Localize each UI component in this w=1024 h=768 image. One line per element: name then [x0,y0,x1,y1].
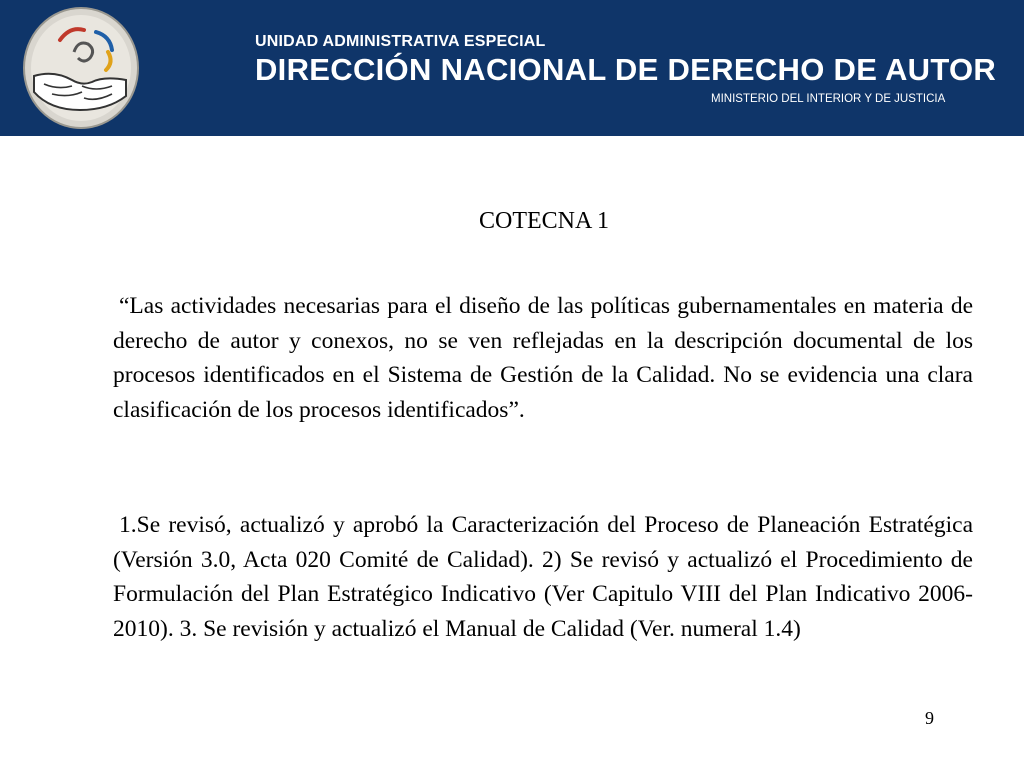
header-banner [0,0,1024,136]
header-title: DIRECCIÓN NACIONAL DE DERECHO DE AUTOR [255,52,997,87]
hands-spiral-logo-icon [22,6,140,130]
header-ministry: MINISTERIO DEL INTERIOR Y DE JUSTICIA [711,93,946,105]
header-unit-name: UNIDAD ADMINISTRATIVA ESPECIAL [255,33,546,50]
actions-paragraph: 1.Se revisó, actualizó y aprobó la Caracterización del Proceso de Planeación Estratégica (Versión 3.0, Acta 020 Comité de Calidad). 2) Se revisó y actualizó el Procedimiento de Formulación del Plan Estratégico Indicativo (Ver Capitulo VIII del Plan Indicativo 2006-2010). 3. Se revisión y actualizó el Manual de Calidad (Ver. numeral 1.4) [113,512,973,642]
page-number: 9 [925,708,934,728]
quote-paragraph: “Las actividades necesarias para el diseño de las políticas gubernamentales en materia de derecho de autor y conexos, no se ven reflejadas en la descripción documental de los procesos identificados en el Sistema de Gestión de la Calidad. No se evidencia una clara clasificación de los procesos identificados”. [113,293,973,423]
slide-title: COTECNA 1 [478,208,609,234]
